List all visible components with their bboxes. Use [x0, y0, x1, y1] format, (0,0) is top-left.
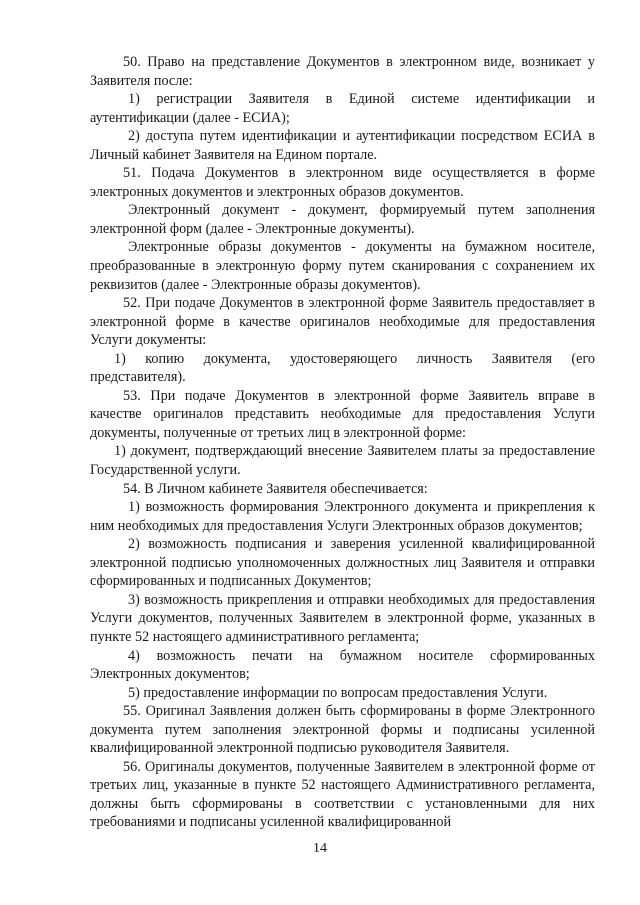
paragraph-52-item-1: 1) копию документа, удостоверяющего личность Заявителя (его представителя).: [90, 350, 595, 386]
paragraph-54-item-5: 5) предоставление информации по вопросам предоставления Услуги.: [128, 684, 548, 701]
paragraph-50: 50. Право на представление Документов в электронном виде, возникает у Заявителя после:: [90, 54, 595, 89]
paragraph-54-item-4: 4) возможность печати на бумажном носителе сформированных Электронных документов;: [90, 647, 595, 683]
paragraph-54-item-3: 3) возможность прикрепления и отправки необходимых для предоставления Услуги документов, полученных Заявителем в электронной форме, указанных в пункте 52 настоящего административного регламента;: [90, 591, 595, 645]
document-body: [90, 53, 595, 832]
page-number: 14: [313, 841, 327, 856]
paragraph-51-electronic-document: Электронный документ - документ, формируемый путем заполнения электронной форм (далее - Электронные документы).: [90, 202, 595, 237]
paragraph-56: 56. Оригиналы документов, полученные Заявителем в электронной форме от третьих лиц, указанные в пункте 52 настоящего Административного регламента, должны быть сформированы в соответствии с установленными для них требованиями и подписаны усиленной квалифицированной: [90, 758, 595, 831]
paragraph-54-item-2: 2) возможность подписания и заверения усиленной квалифицированной электронной подписью уполномоченных должностных лиц Заявителя и отправки сформированных и подписанных Документов;: [90, 536, 595, 590]
paragraph-52: 52. При подаче Документов в электронной форме Заявитель предоставляет в электронной форме в качестве оригиналов необходимые для предоставления Услуги документы:: [90, 295, 595, 349]
paragraph-50-item-2: 2) доступа путем идентификации и аутентификации посредством ЕСИА в Личный кабинет Заявителя на Едином портале.: [90, 128, 595, 163]
paragraph-54: 54. В Личном кабинете Заявителя обеспечивается:: [123, 480, 428, 497]
paragraph-54-item-1: 1) возможность формирования Электронного документа и прикрепления к ним необходимых для предоставления Услуги Электронных образов документов;: [90, 499, 595, 534]
paragraph-55: 55. Оригинал Заявления должен быть сформированы в форме Электронного документа путем заполнения электронной формы и подписаны усиленной квалифицированной электронной подписью руководителя Заявителя.: [90, 703, 595, 757]
paragraph-50-item-1: 1) регистрации Заявителя в Единой системе идентификации и аутентификации (далее - ЕСИА);: [90, 91, 595, 126]
paragraph-51-electronic-images: Электронные образы документов - документы на бумажном носителе, преобразованные в электронную форму путем сканирования с сохранением их реквизитов (далее - Электронные образы документов).: [90, 239, 595, 293]
paragraph-51: 51. Подача Документов в электронном виде осуществляется в форме электронных документов и электронных образов документов.: [90, 165, 595, 200]
paragraph-53-item-1: 1) документ, подтверждающий внесение Заявителем платы за предоставление Государственной услуги.: [90, 443, 595, 479]
paragraph-53: 53. При подаче Документов в электронной форме Заявитель вправе в качестве оригиналов представить необходимые для предоставления Услуги документы, полученные от третьих лиц в электронной форме:: [90, 387, 595, 441]
